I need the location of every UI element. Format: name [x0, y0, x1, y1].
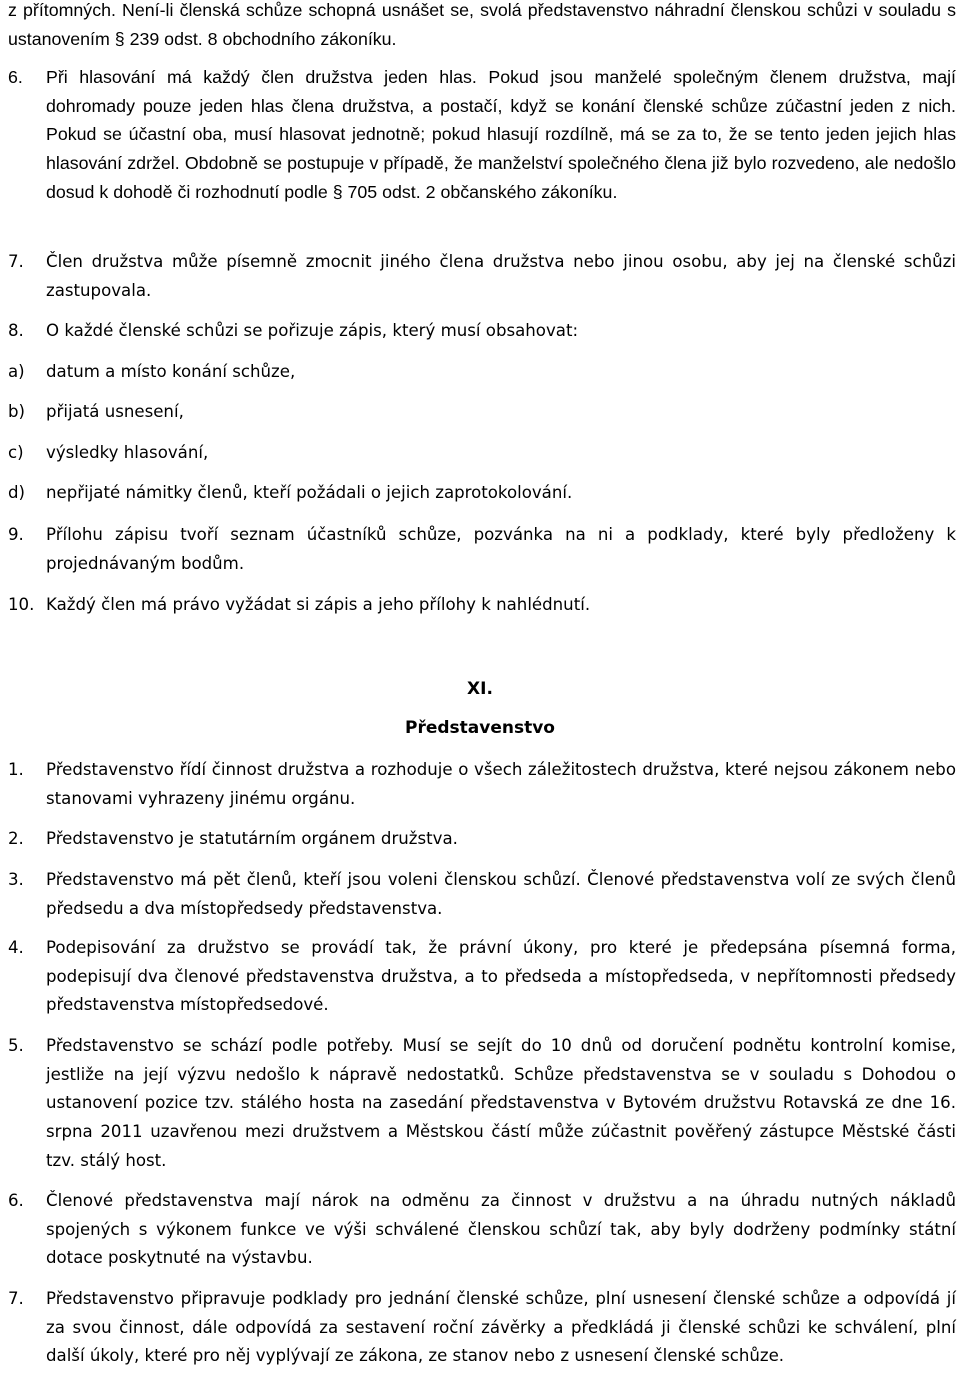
item-text: výsledky hlasování, — [46, 443, 209, 462]
section-number: XI. — [467, 679, 493, 699]
item-number: 6. — [8, 67, 23, 87]
item-text: Při hlasování má každý člen družstva jeden hlas. Pokud jsou manželé společným členem družstva, mají dohromady pouze jeden hlas člena družstva, a postačí, když se konání členské schůze zúčastní jeden z nich. Pokud se účastní oba, musí hlasovat jednotně; pokud hlasují rozdílně, má se za to, že se tento jeden jejich hlas hlasování zdržel. Obdobně se postupuje v případě, že manželství společného člena již bylo rozvedeno, ale nedošlo dosud k dohodě či rozhodnutí podle § 705 odst. 2 občanského zákoníku. — [46, 67, 956, 202]
item-number: 7. — [8, 1289, 24, 1308]
item-text: nepřijaté námitky členů, kteří požádali o jejich zaprotokolování. — [46, 483, 573, 502]
item-letter: d) — [8, 483, 26, 502]
section-title: Představenstvo — [405, 718, 555, 738]
board-paragraph-4 — [8, 934, 956, 1020]
item-number: 9. — [8, 525, 24, 544]
list-item-d — [8, 479, 956, 508]
item-text: O každé členské schůzi se pořizuje zápis, který musí obsahovat: — [46, 321, 579, 340]
item-number: 7. — [8, 252, 24, 271]
item-text: Každý člen má právo vyžádat si zápis a jeho přílohy k nahlédnutí. — [46, 595, 591, 614]
item-text: Představenstvo řídí činnost družstva a rozhoduje o všech záležitostech družstva, které nejsou zákonem nebo stanovami vyhrazeny jinému orgánu. — [46, 760, 956, 808]
item-number: 8. — [8, 321, 24, 340]
item-text: Představenstvo se schází podle potřeby. Musí se sejít do 10 dnů od doručení podnětu kontrolní komise, jestliže na její výzvu nedošlo k nápravě nedostatků. Schůze představenstva se v souladu s Dohodou o ustanovení pozice tzv. stálého hosta na zasedání představenstva v Bytovém družstvu Rotavská ze dne 16. srpna 2011 uzavřenou mezi družstvem a Městskou částí může zúčastnit pověřený zástupce Městské části tzv. stálý host. — [46, 1036, 956, 1170]
item-number: 3. — [8, 870, 24, 889]
item-number: 2. — [8, 829, 24, 848]
item-letter: a) — [8, 362, 25, 381]
item-text: datum a místo konání schůze, — [46, 362, 296, 381]
item-number: 5. — [8, 1036, 24, 1055]
item-number: 10. — [8, 595, 35, 614]
item-number: 6. — [8, 1191, 24, 1210]
board-paragraph-7 — [8, 1285, 956, 1371]
item-number: 4. — [8, 938, 24, 957]
paragraph-6 — [8, 63, 956, 207]
paragraph-7 — [8, 248, 956, 305]
paragraph-10 — [8, 591, 956, 620]
item-text: Představenstvo připravuje podklady pro jednání členské schůze, plní usnesení členské schůze a odpovídá jí za svou činnost, dále odpovídá za sestavení roční závěrky a předkládá ji členské schůzi ke schválení, plní další úkoly, které pro něj vyplývají ze zákona, ze stanov nebo z usnesení členské schůze. — [46, 1289, 956, 1366]
paragraph-8 — [8, 317, 956, 346]
paragraph-continuation: z přítomných. Není-li členská schůze schopná usnášet se, svolá představenstvo náhradní členskou schůzi v souladu s ustanovením § 239 odst. 8 obchodního zákoníku. — [8, 0, 956, 49]
item-text: Podepisování za družstvo se provádí tak, že právní úkony, pro které je předepsána písemná forma, podepisují dva členové představenstva družstva, a to předseda a místopředseda, v nepřítomnosti předsedy představenstva místopředsedové. — [46, 938, 956, 1015]
item-letter: b) — [8, 402, 26, 421]
list-item-c — [8, 439, 956, 468]
item-text: Přílohu zápisu tvoří seznam účastníků schůze, pozvánka na ni a podklady, které byly předloženy k projednávaným bodům. — [46, 525, 956, 573]
board-paragraph-2 — [8, 825, 956, 854]
item-text: Představenstvo má pět členů, kteří jsou voleni členskou schůzí. Členové představenstva volí ze svých členů předsedu a dva místopředsedy představenstva. — [46, 870, 956, 918]
list-item-a — [8, 358, 956, 387]
board-paragraph-3 — [8, 866, 956, 923]
item-text: přijatá usnesení, — [46, 402, 184, 421]
item-text: Představenstvo je statutárním orgánem družstva. — [46, 829, 458, 848]
item-text: Členové představenstva mají nárok na odměnu za činnost v družstvu a na úhradu nutných nákladů spojených s výkonem funkce ve výši schválené členskou schůzí tak, aby byly dodrženy podmínky státní dotace poskytnuté na výstavbu. — [46, 1191, 956, 1268]
item-number: 1. — [8, 760, 24, 779]
item-text: Člen družstva může písemně zmocnit jiného člena družstva nebo jinou osobu, aby jej na členské schůzi zastupovala. — [46, 252, 956, 300]
board-paragraph-6 — [8, 1187, 956, 1273]
paragraph-9 — [8, 521, 956, 578]
item-letter: c) — [8, 443, 24, 462]
board-paragraph-5 — [8, 1032, 956, 1176]
board-paragraph-1 — [8, 756, 956, 813]
list-item-b — [8, 398, 956, 427]
